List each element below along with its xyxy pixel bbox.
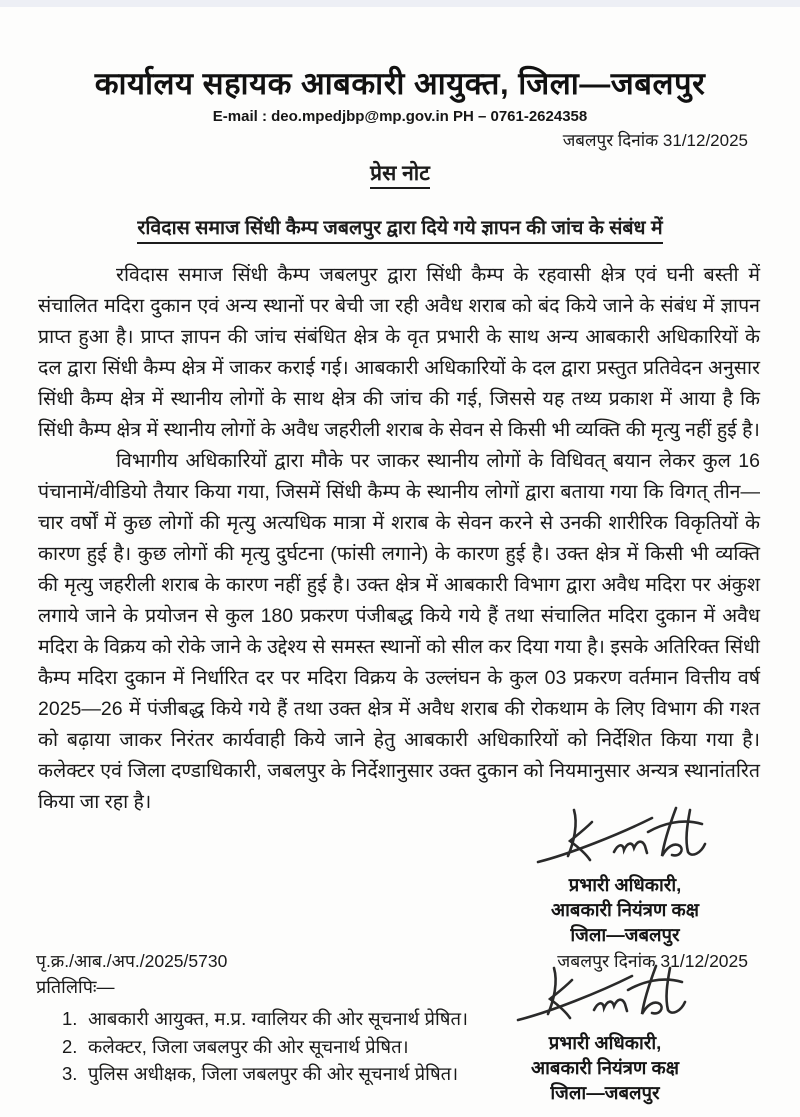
- place-date-bottom: जबलपुर दिनांक 31/12/2025: [557, 951, 748, 971]
- body-paragraph-1: रविदास समाज सिंधी कैम्प जबलपुर द्वारा सिंधी कैम्प के रहवासी क्षेत्र एवं घनी बस्ती में संचालित मदिरा दुकान एवं अन्य स्थानों पर बेची जा रही अवैध शराब को बंद किये जाने के संबंध में ज्ञापन प्राप्त हुआ है। प्राप्त ज्ञापन की जांच संबंधित क्षेत्र के वृत प्रभारी के साथ अन्य आबकारी अधिकारियों के दल द्वारा सिंधी कैम्प क्षेत्र में जाकर कराई गई। आबकारी अधिकारियों के दल द्वारा प्रस्तुत प्रतिवेदन अनुसार सिंधी कैम्प क्षेत्र में स्थानीय लोगों के साथ क्षेत्र की जांच की गई, जिससे यह तथ्य प्रकाश में आया है कि सिंधी कैम्प क्षेत्र में स्थानीय लोगों के अवैध जहरीली शराब के सेवन से किसी भी व्यक्ति की मृत्यु नहीं हुई है।: [38, 264, 760, 441]
- signatory-office: आबकारी नियंत्रण कक्ष: [531, 1057, 679, 1078]
- signature-block-top: [490, 800, 760, 947]
- body-paragraph-2: विभागीय अधिकारियों द्वारा मौके पर जाकर स्थानीय लोगों के विधिवत् बयान लेकर कुल 16 पंचानामें/वीडियो तैयार किया गया, जिसमें सिंधी कैम्प के स्थानीय लोगों द्वारा बताया गया कि विगत् तीन—चार वर्षों में कुछ लोगों की मृत्यु अत्यधिक मात्रा में शराब के सेवन करने से उनकी शारीरिक विकृतियों के कारण हुई है। कुछ लोगों की मृत्यु दुर्घटना (फांसी लगाने) के कारण हुई है। उक्त क्षेत्र में किसी भी व्यक्ति की मृत्यु जहरीली शराब के कारण नहीं हुई है। उक्त क्षेत्र में आबकारी विभाग द्वारा अवैध मदिरा पर अंकुश लगाये जाने के प्रयोजन से कुल 180 प्रकरण पंजीबद्ध किये गये हैं तथा संचालित मदिरा दुकान में अवैध मदिरा के विक्रय को रोके जाने के उद्देश्य से समस्त स्थानों को सील कर दिया गया है। इसके अतिरिक्त सिंधी कैम्प मदिरा दुकान में निर्धारित दर पर मदिरा विक्रय के उल्लंघन के कुल 03 प्रकरण वर्तमान वित्तीय वर्ष 2025—26 में पंजीबद्ध किये गये हैं तथा उक्त क्षेत्र में अवैध शराब की रोकथाम के लिए विभाग की गश्त को बढ़ाया जाकर निरंतर कार्यवाही किये जाने हेतु आबकारी अधिकारियों को निर्देशित किया गया है। कलेक्टर एवं जिला दण्डाधिकारी, जबलपुर के निर्देशानुसार उक्त दुकान को नियमानुसार अन्यत्र स्थानांतरित किया जा रहा है।: [38, 450, 760, 813]
- copy-item-number: 2.: [62, 1035, 78, 1057]
- signatory-designation: प्रभारी अधिकारी,: [548, 1032, 662, 1053]
- copy-item-number: 3.: [62, 1063, 78, 1084]
- subject-heading: [40, 213, 760, 240]
- letter-body: [38, 260, 760, 818]
- copy-item-number: 1.: [62, 1008, 78, 1029]
- reference-number: पृ.क्र./आब./अप./2025/5730: [36, 951, 228, 971]
- signatory-district: जिला—जबलपुर: [550, 1082, 660, 1103]
- email-phone-line: E-mail : deo.mpedjbp@mp.gov.in PH – 0761-2624358: [212, 108, 588, 125]
- signature-ink-icon: [510, 958, 700, 1036]
- signature-block-bottom: [470, 958, 740, 1105]
- scan-edge-strip: [0, 0, 800, 7]
- copy-item-text: आबकारी आयुक्त, म.प्र. ग्वालियर की ओर सूचनार्थ प्रेषित।: [88, 1008, 469, 1029]
- copy-item-text: पुलिस अधीक्षक, जिला जबलपुर की ओर सूचनार्थ प्रेषित।: [88, 1063, 459, 1084]
- signature-ink-icon: [530, 800, 720, 878]
- office-title: कार्यालय सहायक आबकारी आयुक्त, जिला—जबलपुर: [94, 66, 706, 101]
- subject-heading-text: रविदास समाज सिंधी कैम्प जबलपुर द्वारा दिये गये ज्ञापन की जांच के संबंध में: [137, 217, 662, 244]
- press-note-title-text: प्रेस नोट: [370, 162, 430, 189]
- place-date-top: जबलपुर दिनांक 31/12/2025: [562, 131, 748, 150]
- press-note-title: [0, 159, 800, 187]
- copies-label: प्रतिलिपिः—: [36, 977, 115, 997]
- signatory-office: आबकारी नियंत्रण कक्ष: [551, 899, 699, 920]
- signatory-designation: प्रभारी अधिकारी,: [568, 874, 682, 895]
- signatory-district: जिला—जबलपुर: [570, 924, 680, 945]
- copy-item-text: कलेक्टर, जिला जबलपुर की ओर सूचनार्थ प्रेषित।: [88, 1035, 409, 1057]
